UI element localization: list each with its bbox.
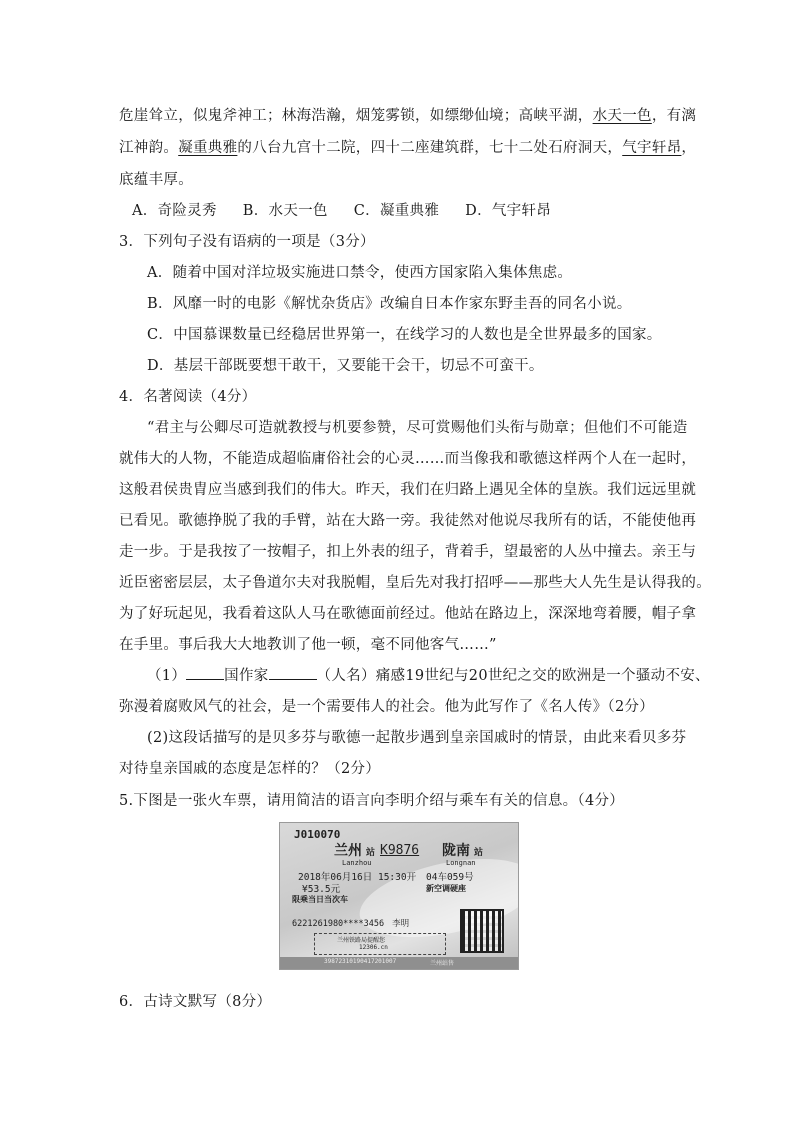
ticket-to-pinyin: Longnan [446,859,476,867]
underlined-phrase: 凝重典雅 [178,140,238,156]
ticket-train-number: K9876 [380,843,420,858]
q6-title: 6．古诗文默写（8分） [119,994,272,1010]
q4-passage-line: 已看见。歌德挣脱了我的手臂，站在大路一旁。我徒然对他说尽我所有的话，不能使他再 [119,513,697,529]
q4-passage-line: 为了好玩起见，我看着这队人马在歌德面前经过。他站在路边上，深深地弯着腰，帽子拿 [119,606,697,622]
q4-sub1-line2: 弥漫着腐败风气的社会，是一个需要伟人的社会。他为此写作了《名人传》（2分） [119,699,655,715]
ticket-seat: 04车059号 [426,872,474,883]
ticket-to: 陇南 站 [442,843,484,859]
passage-line-1: 危崖耸立，似鬼斧神工；林海浩瀚，烟笼雾锁，如缥缈仙境；高峡平湖，水天一色，有漓 [119,108,697,124]
q3-option-a: A．随着中国对洋垃圾实施进口禁令，使西方国家陷入集体焦虑。 [147,265,573,281]
train-ticket-image [279,822,519,970]
answer-blank-author[interactable] [269,664,317,680]
answer-blank-country[interactable] [186,664,224,680]
q4-passage-line: 近臣密密层层，太子鲁道尔夫对我脱帽，皇后先对我打招呼——那些大人先生是认得我的。 [119,575,711,591]
ticket-validity: 限乘当日当次车 [292,895,348,904]
q4-passage-line: 走一步。于是我按了一按帽子，扣上外表的纽子，背着手，望最密的人丛中撞去。亲王与 [119,544,697,560]
q4-passage-line: “君主与公卿尽可造就教授与机要参赞，尽可赏赐他们头衔与勋章；但他们不可能造 [147,420,688,436]
option-a: A．奇险灵秀 [132,203,217,219]
ticket-datetime: 2018年06月16日 15:30开 [298,872,417,883]
option-c: C．凝重典雅 [353,203,440,219]
q4-sub1-line1: （1） 国作家 （人名）痛感19世纪与20世纪之交的欧洲是一个骚动不安、 [147,664,710,685]
ticket-seat-type: 新空调硬座 [426,884,466,893]
q3-title: 3．下列句子没有语病的一项是（3分） [119,234,375,250]
option-b: B．水天一色 [242,203,328,219]
underlined-phrase: 气宇轩昂 [622,140,682,156]
passage-line-2: 江神韵。凝重典雅的八台九宫十二院，四十二座建筑群，七十二处石府洞天，气宇轩昂， [119,140,697,156]
q4-passage-line: 就伟大的人物，不能造成超临庸俗社会的心灵……而当像我和歌德这样两个人在一起时， [119,451,697,467]
ticket-from-pinyin: Lanzhou [342,859,372,867]
underlined-phrase: 水天一色 [592,108,652,124]
q3-option-c: C．中国慕课数量已经稳居世界第一，在线学习的人数也是全世界最多的国家。 [147,327,662,343]
q4-passage-line: 这般君侯贵胄应当感到我们的伟大。昨天，我们在归路上遇见全体的皇族。我们远远里就 [119,482,697,498]
ticket-price: ¥53.5元 [302,884,341,895]
q4-title: 4．名著阅读（4分） [119,389,257,405]
q3-option-b: B．风靡一时的电影《解忧杂货店》改编自日本作家东野圭吾的同名小说。 [147,296,632,312]
ticket-notice-box: 兰州铁路局提醒您 12306.cn [314,933,446,955]
q4-sub2-line1: (2)这段话描写的是贝多芬与歌德一起散步遇到皇亲国戚时的情景，由此来看贝多芬 [147,730,687,746]
ticket-id-number: 6221261980****3456 李明 [292,919,410,929]
q2-options [132,199,577,220]
qr-code-icon [460,909,504,953]
ticket-code: J010070 [294,828,341,841]
q4-passage-line: 在手里。事后我大大地教训了他一顿，毫不同他客气……” [119,637,497,653]
ticket-from: 兰州 站 [334,843,376,859]
q3-option-d: D．基层干部既要想干敢干，又要能干会干，切忌不可蛮干。 [147,358,544,374]
option-d: D．气宇轩昂 [465,203,552,219]
passage-line-3: 底蕴丰厚。 [119,172,193,188]
ticket-bottom-strip: 39872310190417201007 兰州站售 [280,957,518,969]
q4-sub2-line2: 对待皇亲国戚的态度是怎样的？（2分） [119,761,381,777]
q5-title: 5.下图是一张火车票，请用简洁的语言向李明介绍与乘车有关的信息。（4分） [119,793,625,809]
